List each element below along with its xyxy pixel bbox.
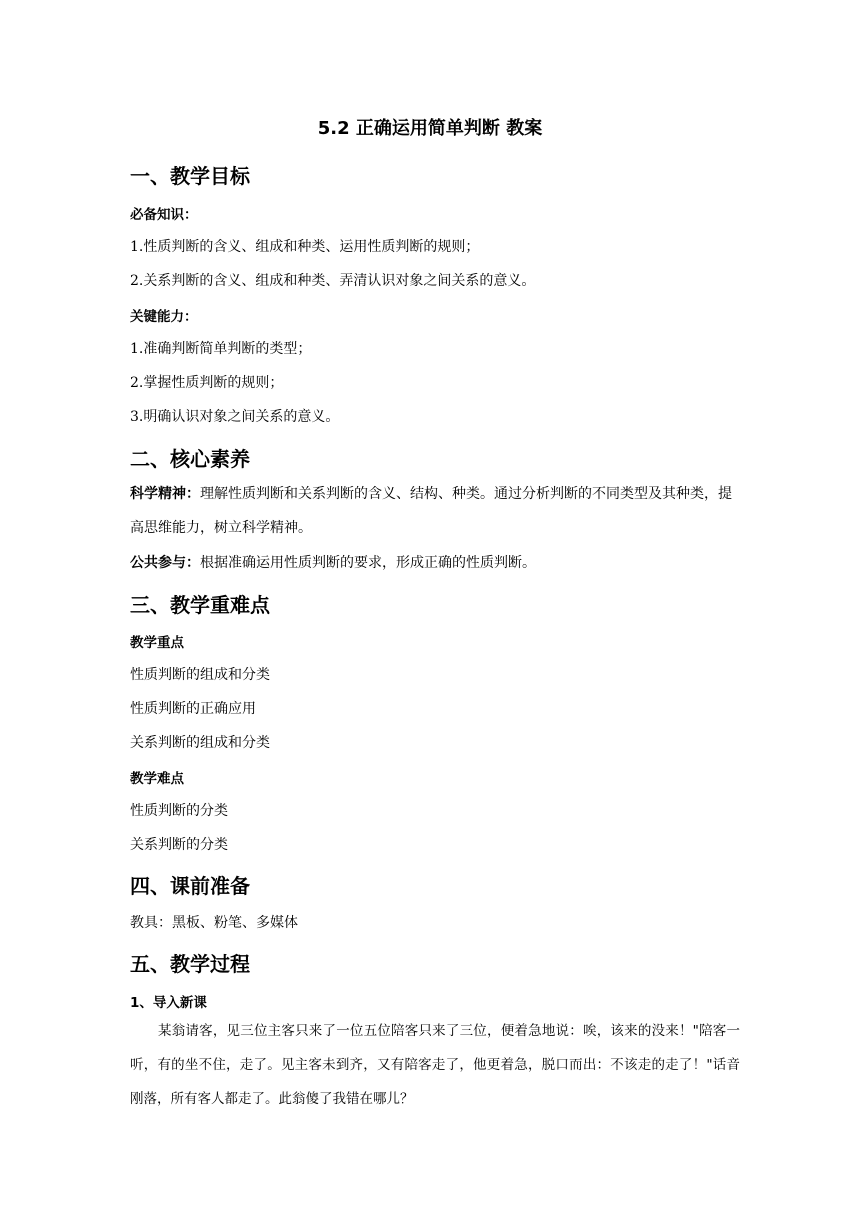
science-spirit-text: 理解性质判断和关系判断的含义、结构、种类。通过分析判断的不同类型及其种类，提高思维能力，树立科学精神。 — [130, 486, 732, 536]
section-heading-objectives: 一、教学目标 — [130, 164, 250, 188]
knowledge-item: 2.关系判断的含义、组成和种类、弄清认识对象之间关系的意义。 — [130, 273, 536, 289]
science-spirit-label: 科学精神： — [130, 486, 200, 502]
key-point-item: 关系判断的组成和分类 — [130, 735, 270, 751]
difficult-points-label: 教学难点 — [130, 771, 184, 787]
ability-item: 2.掌握性质判断的规则； — [130, 375, 284, 391]
knowledge-label: 必备知识： — [130, 207, 198, 223]
key-point-item: 性质判断的正确应用 — [130, 701, 256, 717]
difficult-point-item: 关系判断的分类 — [130, 837, 228, 853]
section-heading-process: 五、教学过程 — [130, 952, 250, 976]
ability-label: 关键能力： — [130, 309, 198, 325]
key-points-label: 教学重点 — [130, 635, 184, 651]
teaching-tools: 教具：黑板、粉笔、多媒体 — [130, 915, 298, 931]
public-participation-paragraph — [130, 552, 536, 572]
section-heading-preparation: 四、课前准备 — [130, 874, 250, 898]
public-participation-label: 公共参与： — [130, 555, 200, 571]
section-heading-competencies: 二、核心素养 — [130, 447, 250, 471]
step1-label: 1、导入新课 — [130, 995, 207, 1011]
key-point-item: 性质判断的组成和分类 — [130, 667, 270, 683]
ability-item: 3.明确认识对象之间关系的意义。 — [130, 409, 340, 425]
document-title: 5.2 正确运用简单判断 教案 — [317, 118, 543, 139]
science-spirit-paragraph — [130, 477, 736, 545]
knowledge-item: 1.性质判断的含义、组成和种类、运用性质判断的规则； — [130, 239, 480, 255]
difficult-point-item: 性质判断的分类 — [130, 803, 228, 819]
intro-story-paragraph: 某翁请客，见三位主客只来了一位五位陪客只来了三位，便着急地说：唉，该来的没来！"陪客一听，有的坐不住，走了。见主客未到齐，又有陪客走了，他更着急，脱口而出：不该走的走了！"话音刚落，所有客人都走了。此翁傻了我错在哪儿？ — [130, 1023, 740, 1107]
ability-item: 1.准确判断简单判断的类型； — [130, 341, 312, 357]
section-heading-key-difficult-points: 三、教学重难点 — [130, 593, 270, 617]
public-participation-text: 根据准确运用性质判断的要求，形成正确的性质判断。 — [200, 555, 536, 571]
